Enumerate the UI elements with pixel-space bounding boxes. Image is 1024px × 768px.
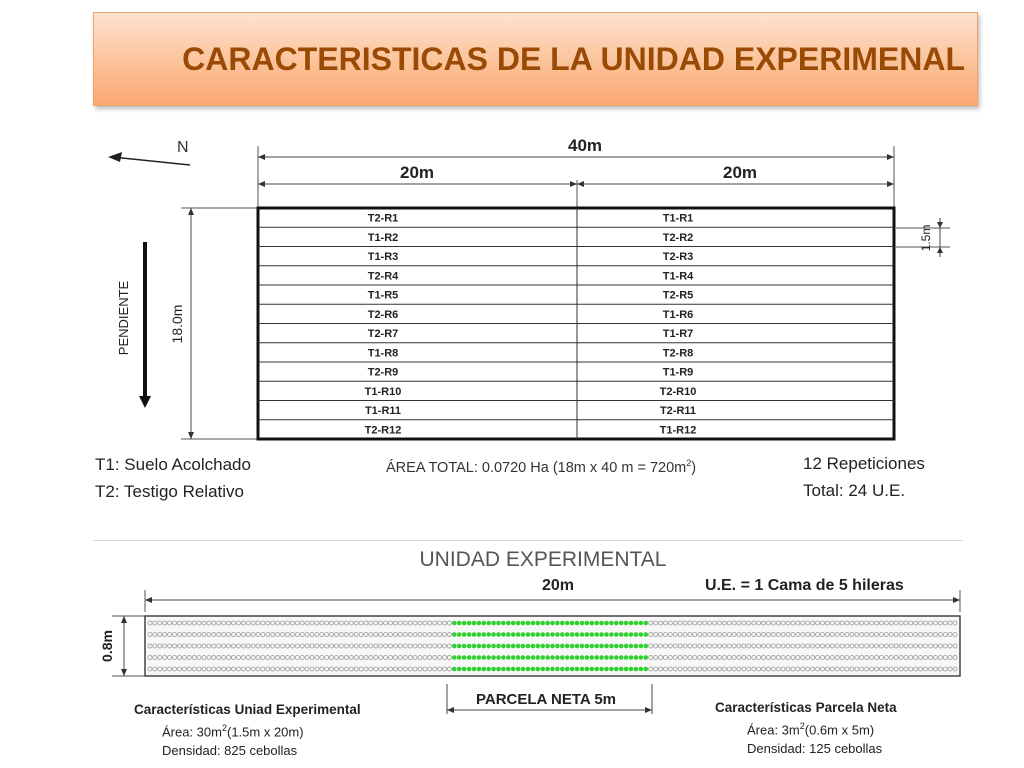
area-total-suffix: ): [691, 459, 697, 476]
net-plot-plant: [585, 667, 590, 672]
net-plot-plant: [506, 667, 511, 672]
net-plot-plant: [477, 655, 482, 660]
net-plot-plant: [521, 644, 526, 649]
net-plot-plant: [496, 644, 501, 649]
plot-label-right-3: T2-R3: [662, 251, 694, 264]
legend-t2-text: : Testigo Relativo: [114, 482, 244, 501]
net-plot-plant: [580, 655, 585, 660]
net-plot-plant: [545, 621, 550, 626]
net-plot-plant: [462, 655, 467, 660]
net-plot-characteristics: [715, 698, 897, 758]
plot-label-left-5: T1-R5: [367, 289, 399, 302]
net-plot-plant: [599, 644, 604, 649]
net-plot-plant: [496, 655, 501, 660]
unit-area-suffix: (1.5m x 20m): [227, 724, 304, 740]
net-plot-plant: [511, 632, 516, 637]
net-plot-plant: [570, 621, 575, 626]
net-plot-plant: [457, 655, 462, 660]
repetitions-count: 12 Repeticiones: [803, 454, 925, 473]
plot-label-left-1: T2-R1: [367, 212, 399, 225]
net-plot-plant: [491, 621, 496, 626]
net-plot-area-suffix: (0.6m x 5m): [804, 722, 875, 738]
net-plot-plant: [644, 621, 649, 626]
net-plot-plant: [560, 621, 565, 626]
net-plot-plant: [560, 644, 565, 649]
net-plot-plant: [644, 632, 649, 637]
net-plot-plant: [521, 655, 526, 660]
net-plot-plant: [590, 655, 595, 660]
plot-label-right-2: T2-R2: [662, 231, 694, 244]
plot-label-left-6: T2-R6: [367, 308, 399, 321]
net-plot-plant: [614, 667, 619, 672]
legend-t2-code: T2: [95, 482, 115, 501]
net-plot-plant: [624, 655, 629, 660]
net-plot-plant: [604, 655, 609, 660]
net-plot-plant: [604, 632, 609, 637]
net-plot-plant: [585, 655, 590, 660]
net-plot-plant: [516, 632, 521, 637]
net-plot-plant: [614, 621, 619, 626]
net-plot-plant: [545, 667, 550, 672]
net-plot-plant: [575, 621, 580, 626]
unit-area: [134, 719, 361, 741]
net-plot-plant: [477, 667, 482, 672]
net-plot-plant: [472, 667, 477, 672]
net-plot-plant: [599, 655, 604, 660]
net-plot-plant: [491, 632, 496, 637]
net-plot-plant: [486, 644, 491, 649]
net-plot-plant: [570, 655, 575, 660]
net-plot-plant: [452, 644, 457, 649]
net-plot-plant: [634, 632, 639, 637]
plot-label-left-8: T1-R8: [367, 347, 399, 360]
net-plot-plant: [604, 621, 609, 626]
plot-label-left-10: T1-R10: [364, 385, 402, 398]
net-plot-plant: [629, 667, 634, 672]
net-plot-plant: [526, 655, 531, 660]
net-plot-plant: [452, 667, 457, 672]
net-plot-plant: [634, 667, 639, 672]
unit-area-prefix: Área: 30m: [162, 724, 222, 740]
net-plot-plant: [516, 621, 521, 626]
net-plot-plant: [462, 644, 467, 649]
net-plot-plant: [482, 632, 487, 637]
net-plot-plant: [594, 644, 599, 649]
plot-label-right-7: T1-R7: [662, 328, 694, 341]
net-plot-plant: [521, 621, 526, 626]
net-plot-plant: [565, 621, 570, 626]
net-plot-plant: [590, 644, 595, 649]
plot-label-right-11: T2-R11: [659, 405, 697, 418]
unit-area-sup: 2: [221, 723, 227, 733]
bed-label: U.E. = 1 Cama de 5 hileras: [705, 577, 904, 594]
plot-label-right-10: T2-R10: [659, 385, 697, 398]
net-plot-plant: [575, 655, 580, 660]
net-plot-plant: [511, 667, 516, 672]
section-divider: [93, 540, 963, 541]
net-plot-plant: [491, 655, 496, 660]
plot-label-right-5: T2-R5: [662, 289, 694, 302]
net-plot-plant: [570, 632, 575, 637]
net-plot-plant: [486, 655, 491, 660]
net-plot-plant: [550, 632, 555, 637]
net-plot-plant: [531, 667, 536, 672]
net-plot-plant: [526, 667, 531, 672]
net-plot-plant: [536, 667, 541, 672]
unit-width-label: 0.8m: [99, 630, 115, 662]
net-plot-plant: [639, 632, 644, 637]
net-plot-plant: [482, 655, 487, 660]
net-plot-plant: [531, 644, 536, 649]
net-plot-plant: [452, 632, 457, 637]
net-plot-plant: [545, 632, 550, 637]
dimension-half-width: [258, 180, 894, 210]
net-plot-plant: [496, 632, 501, 637]
net-plot-plant: [472, 621, 477, 626]
net-plot-plant: [555, 632, 560, 637]
net-plot-plant: [540, 632, 545, 637]
net-plot-plant: [467, 632, 472, 637]
net-plot-plant: [536, 644, 541, 649]
net-plot-plant: [585, 621, 590, 626]
net-plot-plant: [496, 621, 501, 626]
net-plot-plant: [516, 667, 521, 672]
plot-label-right-12: T1-R12: [659, 424, 697, 437]
net-plot-plant: [634, 655, 639, 660]
area-total: [386, 458, 696, 476]
net-plot-plant: [506, 632, 511, 637]
net-plot-plant: [585, 632, 590, 637]
net-plot-plant: [536, 655, 541, 660]
net-plot-plant: [457, 667, 462, 672]
net-plot-plant: [594, 621, 599, 626]
net-plot-plant: [486, 667, 491, 672]
net-plot-plant: [644, 667, 649, 672]
net-plot-plant: [545, 644, 550, 649]
net-plot-plant: [482, 667, 487, 672]
net-plot-plant: [550, 667, 555, 672]
net-plot-plant: [590, 621, 595, 626]
net-plot-plant: [575, 632, 580, 637]
net-plot-plant: [457, 621, 462, 626]
unit-length-label: 20m: [541, 577, 575, 594]
net-plot-plant: [634, 644, 639, 649]
net-plot-label: PARCELA NETA 5m: [475, 691, 617, 708]
net-plot-plant: [590, 667, 595, 672]
net-plot-plant: [639, 655, 644, 660]
net-plot-plant: [614, 644, 619, 649]
net-plot-plant: [531, 632, 536, 637]
net-plot-plant: [629, 621, 634, 626]
plot-label-right-6: T1-R6: [662, 308, 694, 321]
net-plot-plant: [619, 632, 624, 637]
net-plot-plant: [614, 632, 619, 637]
net-plot-plant: [624, 621, 629, 626]
net-plot-plant: [482, 644, 487, 649]
net-plot-plant: [550, 655, 555, 660]
net-plot-plant: [462, 632, 467, 637]
north-label: N: [177, 139, 189, 156]
net-plot-plant: [467, 644, 472, 649]
net-plot-plant: [619, 644, 624, 649]
net-plot-plant: [639, 621, 644, 626]
net-plot-plant: [540, 644, 545, 649]
net-plot-plant: [609, 632, 614, 637]
net-plot-plant: [619, 667, 624, 672]
net-plot-plant: [570, 667, 575, 672]
net-plot-plant: [540, 621, 545, 626]
half-width-right-label: 20m: [722, 163, 758, 182]
net-plot-plant: [580, 632, 585, 637]
net-plot-plant: [565, 667, 570, 672]
legend-item-t2: [95, 478, 251, 505]
net-plot-plant: [575, 667, 580, 672]
unit-characteristics-heading: Características Uniad Experimental: [134, 702, 361, 717]
unit-density: Densidad: 825 cebollas: [162, 743, 298, 759]
net-plot-plant: [452, 655, 457, 660]
net-plot-plant: [594, 667, 599, 672]
net-plot-plant: [565, 644, 570, 649]
net-plot-plant: [565, 655, 570, 660]
net-plot-plant: [540, 667, 545, 672]
net-plot-plant: [550, 621, 555, 626]
net-plot-plant: [555, 621, 560, 626]
net-plot-plant: [531, 621, 536, 626]
net-plot-plant: [540, 655, 545, 660]
net-plot-plant: [511, 655, 516, 660]
net-plot-plant: [629, 644, 634, 649]
net-plot-area-sup: 2: [799, 721, 805, 731]
net-plot-plant: [486, 632, 491, 637]
net-plot-plant: [590, 632, 595, 637]
net-plot-plant: [580, 621, 585, 626]
net-plot-plant: [491, 644, 496, 649]
net-plot-plant: [501, 644, 506, 649]
legend-t1-code: T1: [95, 455, 115, 474]
net-plot-plant: [580, 644, 585, 649]
net-plot-plant: [594, 632, 599, 637]
net-plot-plant: [526, 644, 531, 649]
net-plot-area: [715, 717, 897, 739]
net-plot-plant: [536, 621, 541, 626]
page-title: CARACTERISTICAS DE LA UNIDAD EXPERIMENAL: [182, 41, 965, 77]
net-plot-plant: [521, 632, 526, 637]
net-plot-plant: [624, 644, 629, 649]
net-plot-plant: [619, 655, 624, 660]
net-plot-plant: [462, 667, 467, 672]
net-plot-plant: [599, 621, 604, 626]
plot-label-left-11: T1-R11: [364, 405, 402, 418]
net-plot-plant: [555, 655, 560, 660]
net-plot-plant: [526, 621, 531, 626]
net-plot-plant: [639, 667, 644, 672]
net-plot-density: Densidad: 125 cebollas: [747, 741, 883, 757]
net-plot-plant: [506, 655, 511, 660]
net-plot-plant: [634, 621, 639, 626]
height-label: 18.0m: [169, 304, 185, 344]
net-plot-plant: [585, 644, 590, 649]
net-plot-plant: [501, 667, 506, 672]
net-plot-plant: [604, 644, 609, 649]
net-plot-plant: [496, 667, 501, 672]
net-plot-plant: [555, 644, 560, 649]
plot-label-left-2: T1-R2: [367, 231, 399, 244]
net-plot-plant: [560, 655, 565, 660]
net-plot-plant: [580, 667, 585, 672]
net-plot-plant: [526, 632, 531, 637]
net-plot-plant: [604, 667, 609, 672]
net-plot-plant: [629, 655, 634, 660]
net-plot-plant: [477, 621, 482, 626]
net-plot-plant: [521, 667, 526, 672]
half-width-left-label: 20m: [399, 163, 435, 182]
net-plot-plant: [506, 644, 511, 649]
net-plot-plant: [457, 644, 462, 649]
net-plot-plant: [467, 655, 472, 660]
net-plot-plant: [609, 667, 614, 672]
net-plot-plant: [452, 621, 457, 626]
plot-label-left-9: T2-R9: [367, 366, 399, 379]
net-plot-characteristics-heading: Características Parcela Neta: [715, 700, 897, 715]
plot-label-left-12: T2-R12: [364, 424, 402, 437]
net-plot-plant: [555, 667, 560, 672]
net-plot-plant: [599, 632, 604, 637]
repetitions-summary: [803, 450, 925, 504]
plot-label-left-7: T2-R7: [367, 328, 399, 341]
net-plot-plant: [477, 644, 482, 649]
plot-label-right-9: T1-R9: [662, 366, 694, 379]
net-plot-plant: [565, 632, 570, 637]
net-plot-plant: [501, 632, 506, 637]
net-plot-plant: [629, 632, 634, 637]
dimension-total-width: [258, 146, 894, 210]
plot-label-left-4: T2-R4: [367, 270, 399, 283]
area-total-prefix: ÁREA TOTAL: 0.0720 Ha (18m x 40 m = 720m: [386, 459, 687, 476]
net-plot-plant: [467, 667, 472, 672]
net-plot-plant: [609, 655, 614, 660]
net-plot-plant: [614, 655, 619, 660]
slope-label: PENDIENTE: [116, 280, 131, 356]
net-plot-plant: [575, 644, 580, 649]
net-plot-plant: [506, 621, 511, 626]
net-plot-plant: [511, 644, 516, 649]
legend-item-t1: [95, 451, 251, 478]
net-plot-plant: [472, 632, 477, 637]
field-grid-row-lines: [258, 227, 894, 420]
net-plot-plant: [619, 621, 624, 626]
unit-characteristics: [134, 700, 361, 760]
net-plot-plant: [467, 621, 472, 626]
net-plot-plant: [462, 621, 467, 626]
net-plot-plant: [501, 655, 506, 660]
slope-arrow-icon: [139, 242, 151, 408]
net-plot-plant: [594, 655, 599, 660]
net-plot-plant: [644, 644, 649, 649]
net-plot-plant: [472, 655, 477, 660]
total-units: Total: 24 U.E.: [803, 481, 906, 500]
net-plot-plant: [477, 632, 482, 637]
net-plot-plant: [609, 644, 614, 649]
net-plot-plant: [545, 655, 550, 660]
net-plot-plant: [531, 655, 536, 660]
net-plot-plant: [457, 632, 462, 637]
net-plot-plant: [639, 644, 644, 649]
net-plot-plant: [516, 644, 521, 649]
plot-label-right-4: T1-R4: [662, 270, 694, 283]
dimension-height: [181, 208, 258, 439]
area-total-sup: 2: [686, 458, 692, 468]
net-plot-plant: [570, 644, 575, 649]
legend-t1-text: : Suelo Acolchado: [114, 455, 251, 474]
net-plot-plant: [482, 621, 487, 626]
dimension-unit-width: [112, 616, 145, 676]
net-plot-plant: [609, 621, 614, 626]
net-plot-area-prefix: Área: 3m: [747, 722, 800, 738]
net-plot-plant: [560, 667, 565, 672]
net-plot-plant: [516, 655, 521, 660]
total-width-label: 40m: [567, 136, 603, 155]
net-plot-plant: [536, 632, 541, 637]
plot-label-left-3: T1-R3: [367, 251, 399, 264]
row-height-label: 1.5m: [919, 224, 933, 252]
net-plot-plant: [624, 667, 629, 672]
net-plot-plant: [599, 667, 604, 672]
plot-label-right-1: T1-R1: [662, 212, 694, 225]
net-plot-plant: [491, 667, 496, 672]
net-plot-plant: [486, 621, 491, 626]
net-plot-plant: [644, 655, 649, 660]
net-plot-plant: [560, 632, 565, 637]
net-plot-plant: [550, 644, 555, 649]
net-plot-plant: [472, 644, 477, 649]
treatment-legend: [95, 451, 251, 505]
plot-label-right-8: T2-R8: [662, 347, 694, 360]
net-plot-plant: [624, 632, 629, 637]
unit-heading: UNIDAD EXPERIMENTAL: [419, 548, 667, 571]
net-plot-plant: [511, 621, 516, 626]
net-plot-plant: [501, 621, 506, 626]
